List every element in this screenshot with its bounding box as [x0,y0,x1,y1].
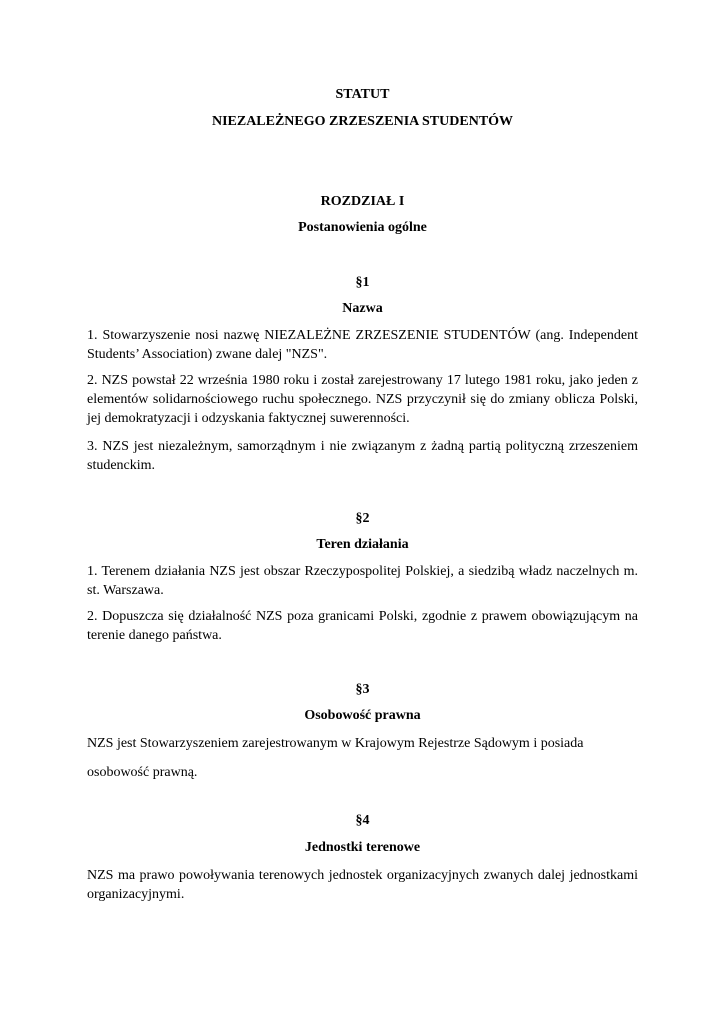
section-number: §2 [355,511,370,526]
section-paragraph: 2. NZS powstał 22 września 1980 roku i został zarejestrowany 17 lutego 1981 roku, jako jeden z elementów solidarnościowego ruchu społecznego. NZS przyczynił się do zmiany oblicza Polski, jej demokratyzacji i odzyskania faktycznej suwerenności. [87,373,638,426]
section-number: §4 [355,813,370,828]
section-paragraph: 3. NZS jest niezależnym, samorządnym i nie związanym z żadną partią polityczną zrzeszeniem studenckim. [87,439,638,473]
section-title: Nazwa [342,301,383,316]
section-number: §3 [355,682,370,697]
section-title: Jednostki terenowe [304,840,421,855]
section-paragraph: osobowość prawną. [87,765,198,780]
section-number: §1 [355,275,370,290]
section-title: Teren działania [316,537,409,552]
section-paragraph: 1. Terenem działania NZS jest obszar Rzeczypospolitej Polskiej, a siedzibą władz naczelnych m. st. Warszawa. [87,564,638,598]
chapter-heading: ROZDZIAŁ I [320,194,405,209]
section-title: Osobowość prawna [304,708,421,723]
section-paragraph: NZS jest Stowarzyszeniem zarejestrowanym w Krajowym Rejestrze Sądowym i posiada [87,736,584,751]
chapter-subheading: Postanowienia ogólne [298,220,427,235]
section-paragraph: NZS ma prawo powoływania terenowych jednostek organizacyjnych zwanych dalej jednostkami organizacyjnymi. [87,868,638,902]
section-paragraph: 2. Dopuszcza się działalność NZS poza granicami Polski, zgodnie z prawem obowiązującym na terenie danego państwa. [87,609,638,643]
document-title: STATUT [335,87,390,102]
document-subtitle: NIEZALEŻNEGO ZRZESZENIA STUDENTÓW [211,114,514,129]
section-paragraph: 1. Stowarzyszenie nosi nazwę NIEZALEŻNE ZRZESZENIE STUDENTÓW (ang. Independent Students’ Association) zwane dalej "NZS". [87,328,638,362]
